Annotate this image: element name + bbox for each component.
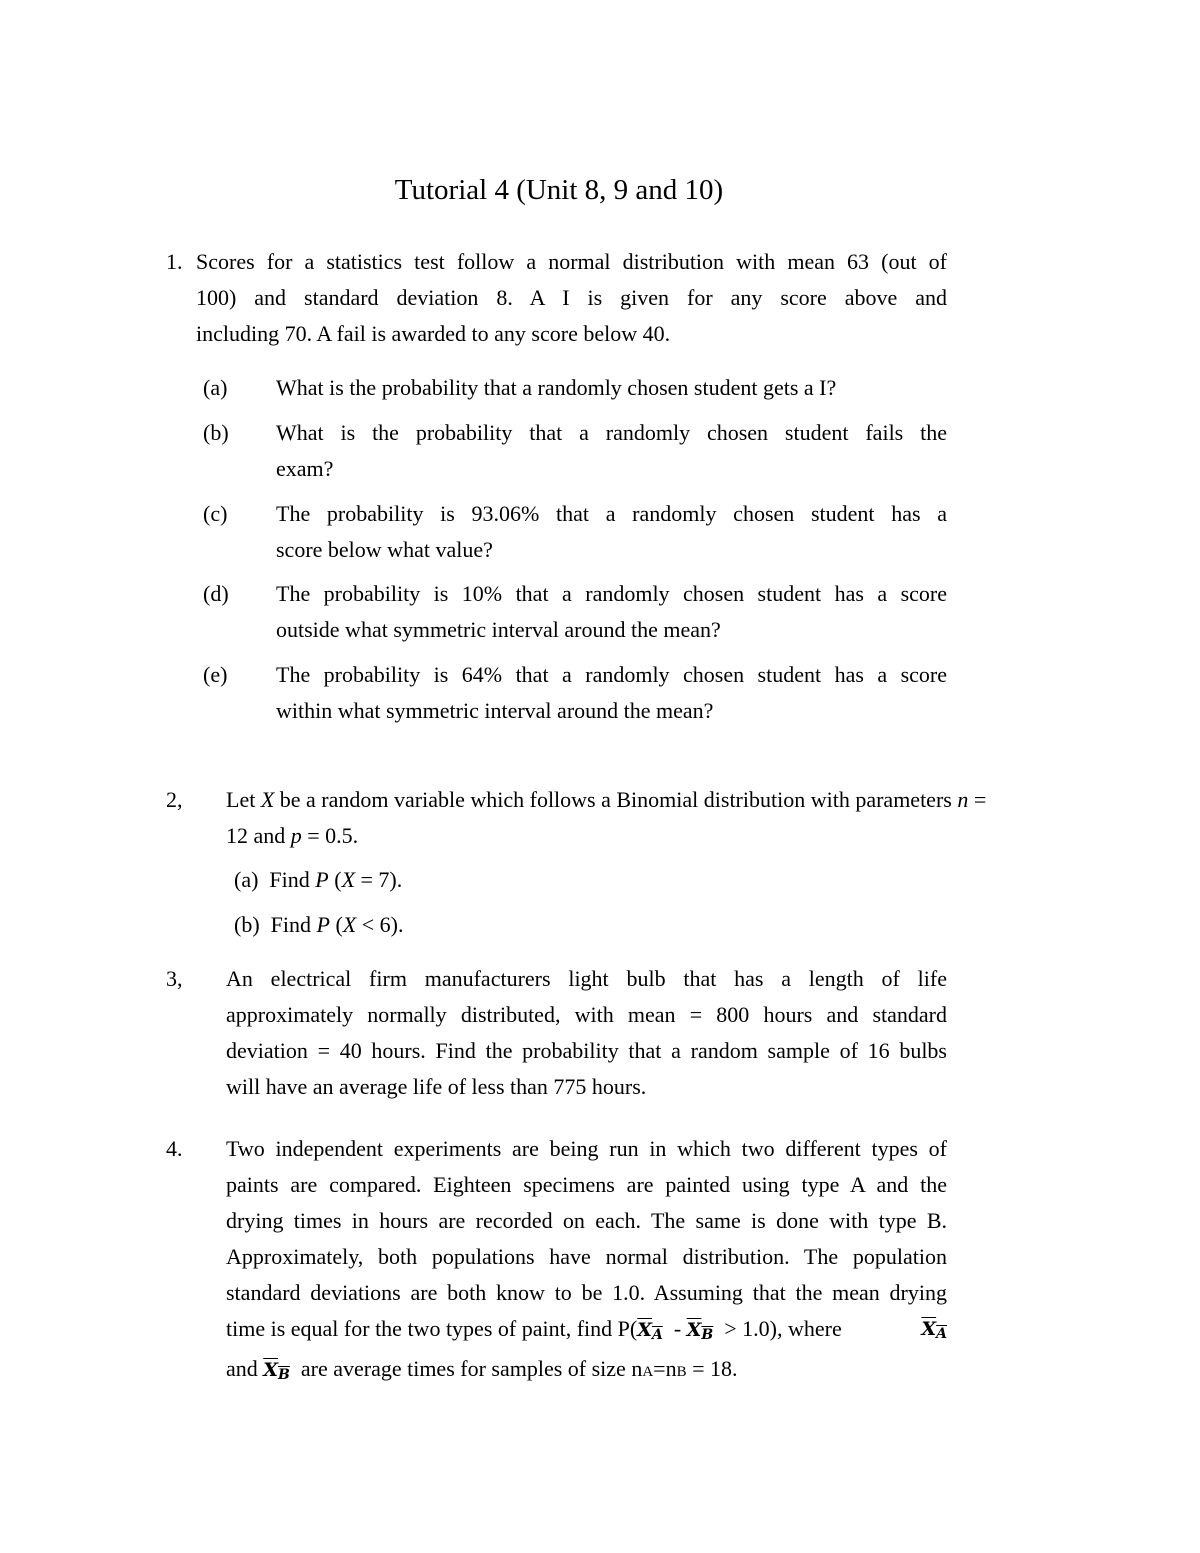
question-4-line [226, 1311, 947, 1347]
q2-part-a-label: (a) [234, 867, 259, 892]
q1-part-b-line: exam? [276, 456, 334, 481]
question-4-stem [226, 1131, 947, 1387]
q1-part-c-label: (c) [203, 501, 228, 526]
q1-part-a-line: What is the probability that a randomly chosen student gets a I? [276, 375, 837, 400]
q4-xa2-sub: A [936, 1326, 947, 1342]
q1-part-e-line: within what symmetric interval around the mean? [276, 698, 714, 723]
question-4-line: Two independent experiments are being run in which two different types of [226, 1136, 947, 1161]
q2-var-p: p [290, 823, 302, 848]
question-2-line [226, 782, 1036, 818]
xbar-a-symbol [637, 1319, 663, 1341]
q1-part-e [276, 657, 947, 729]
question-4-number: 4. [166, 1136, 183, 1161]
q4-text: > 1.0), where [713, 1316, 848, 1341]
q4-text: = 18. [686, 1356, 738, 1381]
q2-part-a-x: X [341, 867, 356, 892]
question-3-line: deviation = 40 hours. Find the probability that a random sample of 16 bulbs [226, 1038, 947, 1063]
q4-line6-text [226, 1311, 847, 1347]
q4-xa-sub: A [651, 1327, 663, 1343]
q1-part-d [276, 576, 947, 648]
q4-xb: X [686, 1319, 702, 1341]
q4-xb-sub: B [701, 1327, 714, 1343]
question-1-line: Scores for a statistics test follow a normal distribution with mean 63 (out of [196, 249, 947, 274]
question-2-line [226, 818, 1036, 854]
q1-part-e-line: The probability is 64% that a randomly chosen student has a score [276, 662, 947, 687]
question-3-line: An electrical firm manufacturers light bulb that has a length of life [226, 966, 947, 991]
xbar-b-symbol [687, 1319, 714, 1341]
q2-text: Let [226, 787, 261, 812]
q2-part-a [234, 862, 834, 898]
q2-part-b-label: (b) [234, 912, 260, 937]
question-3-number: 3, [166, 966, 183, 991]
question-2-number: 2, [166, 787, 183, 812]
q4-text: and [226, 1356, 264, 1381]
q2-part-b-rest: < 6). [356, 912, 404, 937]
q2-part-a-open: ( [328, 867, 342, 892]
xbar-b-symbol [263, 1359, 290, 1381]
q2-text: = [968, 787, 987, 812]
q2-text: = 0.5. [301, 823, 359, 848]
q1-part-e-label: (e) [203, 662, 228, 687]
q4-eq: =n [653, 1356, 677, 1381]
q1-part-d-label: (d) [203, 581, 229, 606]
question-1-line: 100) and standard deviation 8. A I is given for any score above and [196, 285, 947, 310]
page-title: Tutorial 4 (Unit 8, 9 and 10) [394, 174, 724, 206]
question-1-number: 1. [166, 249, 183, 274]
question-4-line: paints are compared. Eighteen specimens are painted using type A and the [226, 1172, 947, 1197]
question-4-line: Approximately, both populations have normal distribution. The population [226, 1244, 947, 1269]
q2-var-x: X [260, 787, 275, 812]
q4-xa2: X [921, 1318, 937, 1340]
q4-xb2: X [263, 1359, 279, 1381]
q2-part-b-p: P [316, 912, 330, 937]
question-4-line: standard deviations are both know to be 1.0. Assuming that the mean drying [226, 1280, 947, 1305]
q2-part-b [234, 907, 834, 943]
q2-part-b-open: ( [329, 912, 343, 937]
question-1-stem [196, 244, 947, 352]
question-3-line: will have an average life of less than 775 hours. [226, 1074, 647, 1099]
q1-part-a [276, 370, 947, 406]
q1-part-c [276, 496, 947, 568]
question-1-line: including 70. A fail is awarded to any score below 40. [196, 321, 671, 346]
q1-part-d-line: The probability is 10% that a randomly chosen student has a score [276, 581, 947, 606]
xbar-a-symbol [921, 1311, 947, 1347]
q4-na-sub: A [642, 1364, 654, 1380]
q2-var-n: n [957, 787, 969, 812]
q4-xb2-sub: B [278, 1367, 290, 1383]
q4-nb-sub: B [676, 1364, 687, 1380]
question-4-line: drying times in hours are recorded on each. The same is done with type B. [226, 1208, 947, 1233]
question-2-stem [226, 782, 1036, 854]
q2-part-b-text: Find [270, 912, 317, 937]
q1-part-b-line: What is the probability that a randomly chosen student fails the [276, 420, 947, 445]
q2-part-b-x: X [342, 912, 357, 937]
q1-part-b [276, 415, 947, 487]
q1-part-d-line: outside what symmetric interval around the mean? [276, 617, 721, 642]
q2-part-a-rest: = 7). [355, 867, 403, 892]
q1-part-c-line: score below what value? [276, 537, 493, 562]
question-3-line: approximately normally distributed, with mean = 800 hours and standard [226, 1002, 947, 1027]
q4-minus: - [662, 1316, 687, 1341]
q1-part-b-label: (b) [203, 420, 229, 445]
q2-part-a-text: Find [269, 867, 316, 892]
q4-xa: X [637, 1319, 652, 1341]
q2-part-a-p: P [315, 867, 329, 892]
q2-text: 12 and [226, 823, 291, 848]
question-4-line [226, 1351, 947, 1387]
q2-part-a-line [234, 862, 834, 898]
question-3-stem [226, 961, 947, 1105]
q1-part-c-line: The probability is 93.06% that a randomly chosen student has a [276, 501, 947, 526]
q4-text: are average times for samples of size n [289, 1356, 643, 1381]
q2-part-b-line [234, 907, 834, 943]
q1-part-a-label: (a) [203, 375, 228, 400]
q2-text: be a random variable which follows a Binomial distribution with parameters [274, 787, 958, 812]
q4-text: time is equal for the two types of paint, find P( [226, 1316, 638, 1341]
